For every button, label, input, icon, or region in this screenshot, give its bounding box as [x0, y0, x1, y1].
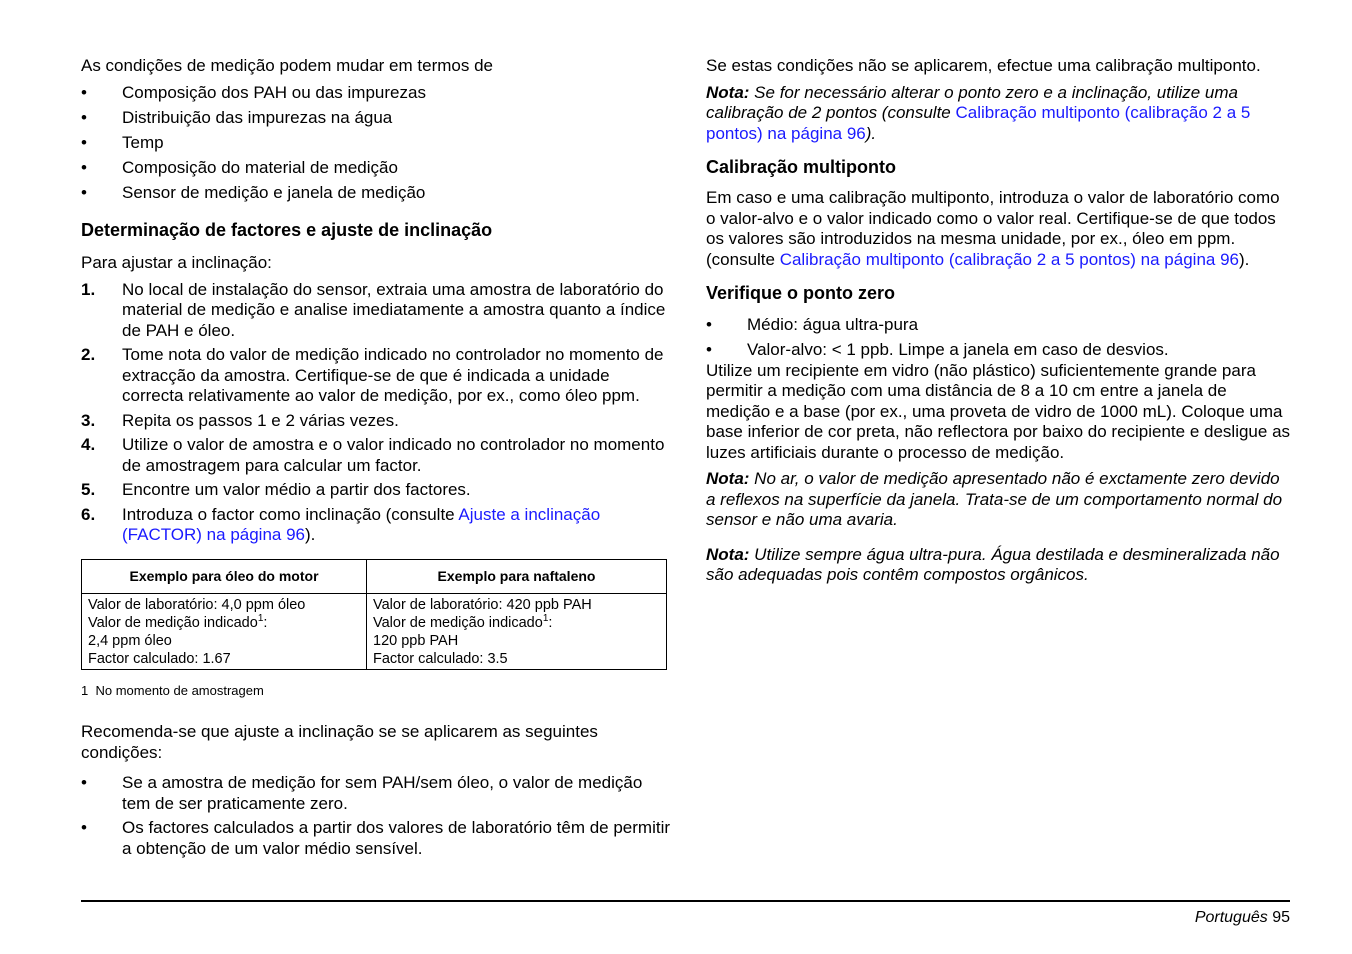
right-column	[706, 56, 1291, 586]
note-water: Nota: Utilize sempre água ultra-pura. Água destilada e desmineralizada não são adequadas pois contêm compostos orgânicos.	[706, 544, 1280, 584]
list-item: • Se a amostra de medição for sem PAH/sem óleo, o valor de medição tem de ser praticamente zero.	[81, 773, 643, 813]
note-air: Nota: No ar, o valor de medição apresentado não é exctamente zero devido a reflexos na superfície da janela. Trata-se de um comportamento normal do sensor e não uma avaria.	[706, 469, 1283, 529]
bullet-icon: •	[81, 157, 87, 177]
para-container: Utilize um recipiente em vidro (não plástico) suficientemente grande para permitir a medição com uma distância de 8 a 10 cm entre a janela de medição e a base (por ex., uma proveta de vidro de 1000 mL). Coloque uma base inferior de cor preta, não reflectora por baixo do recipiente e desligue as luzes artificiais durante o processo de medição.	[706, 360, 1291, 462]
page-footer	[1195, 909, 1290, 927]
table-row	[82, 593, 667, 669]
conditions-list	[81, 83, 671, 204]
footnote-ref: 1	[257, 612, 264, 624]
zero-check-list	[706, 315, 1291, 361]
footer-divider	[81, 900, 1290, 902]
step-item: 1. No local de instalação do sensor, extraia uma amostra de laboratório do material de medição e analise imediatamente a amostra quanto a índice de PAH e óleo.	[81, 279, 666, 340]
bullet-icon: •	[81, 107, 87, 127]
left-column	[81, 56, 671, 864]
table-header: Exemplo para naftaleno	[367, 559, 667, 593]
list-item: • Composição do material de medição	[81, 157, 398, 177]
step-item: 2. Tome nota do valor de medição indicado no controlador no momento de extracção da amostra. Certifique-se de que é indicada a unidade correcta relativamente ao valor de medição, por ex., como óleo ppm.	[81, 345, 664, 405]
note-zero-slope: Nota: Se for necessário alterar o ponto zero e a inclinação, utilize uma calibração de 2 pontos (consulte Calibração multiponto (calibração 2 a 5 pontos) na página 96).	[706, 82, 1251, 143]
list-item: • Valor-alvo: < 1 ppb. Limpe a janela em caso de desvios.	[706, 340, 1169, 359]
example-table	[81, 559, 667, 670]
step-item: 6. Introduza o factor como inclinação (consulte Ajuste a inclinação (FACTOR) na página 96).	[81, 504, 601, 544]
link-multipoint-calibration-2[interactable]: Calibração multiponto (calibração 2 a 5 pontos) na página 96	[779, 249, 1239, 269]
list-item: • Sensor de medição e janela de medição	[81, 182, 426, 202]
page-number: 95	[1272, 909, 1290, 926]
section-heading-multipoint: Calibração multiponto	[706, 157, 897, 177]
footer-language: Português	[1194, 909, 1268, 926]
section-heading-factors: Determinação de factores e ajuste de inclinação	[81, 220, 493, 240]
table-header: Exemplo para óleo do motor	[82, 559, 367, 593]
link-adjust-slope[interactable]: Ajuste a inclinação (FACTOR) na página 96	[122, 504, 601, 544]
step-item: 3. Repita os passos 1 e 2 várias vezes.	[81, 410, 399, 430]
steps-list	[81, 280, 671, 546]
para-recommend: Recomenda-se que ajuste a inclinação se se aplicarem as seguintes condições:	[81, 722, 598, 762]
bullet-icon: •	[706, 340, 712, 359]
bullet-icon: •	[706, 315, 712, 334]
table-footnote: 1 No momento de amostragem	[81, 682, 264, 698]
bullet-icon: •	[81, 182, 87, 202]
section-heading-zero: Verifique o ponto zero	[706, 283, 896, 303]
step-item: 5. Encontre um valor médio a partir dos factores.	[81, 480, 471, 499]
para-multipoint: Em caso e uma calibração multiponto, introduza o valor de laboratório como o valor-alvo e o valor indicado como o valor real. Certifique-se de que todos os valores são introduzidos na mesma unidade, por ex., óleo em ppm. (consulte Calibração multiponto (calibração 2 a 5 pontos) na página 96).	[706, 188, 1280, 269]
list-item: • Médio: água ultra-pura	[706, 315, 919, 334]
list-item: • Distribuição das impurezas na água	[81, 107, 393, 127]
bullet-icon: •	[81, 773, 87, 792]
link-multipoint-calibration[interactable]: Calibração multiponto (calibração 2 a 5 pontos) na página 96	[706, 103, 1251, 143]
list-item: • Composição dos PAH ou das impurezas	[81, 82, 426, 102]
bullet-icon: •	[81, 82, 87, 102]
intro-text: As condições de medição podem mudar em termos de	[81, 56, 493, 75]
recommend-list	[81, 773, 671, 859]
bullet-icon: •	[81, 132, 87, 152]
table-cell: Valor de laboratório: 4,0 ppm óleo Valor de medição indicado$^1$: 2,4 ppm óleo Factor calculado: 1.67	[82, 593, 367, 669]
para-conditions: Se estas condições não se aplicarem, efectue uma calibração multiponto.	[706, 56, 1261, 75]
list-item: • Temp	[81, 132, 164, 152]
step-item: 4. Utilize o valor de amostra e o valor indicado no controlador no momento de amostragem para calcular um factor.	[81, 435, 665, 475]
para-adjust: Para ajustar a inclinação:	[81, 253, 272, 272]
list-item: • Os factores calculados a partir dos valores de laboratório têm de permitir a obtenção de um valor médio sensível.	[81, 818, 671, 858]
table-cell: Valor de laboratório: 420 ppb PAH Valor de medição indicado$^1$: 120 ppb PAH Factor calculado: 3.5	[367, 593, 667, 669]
footnote-ref: 1	[542, 612, 549, 624]
bullet-icon: •	[81, 818, 87, 837]
